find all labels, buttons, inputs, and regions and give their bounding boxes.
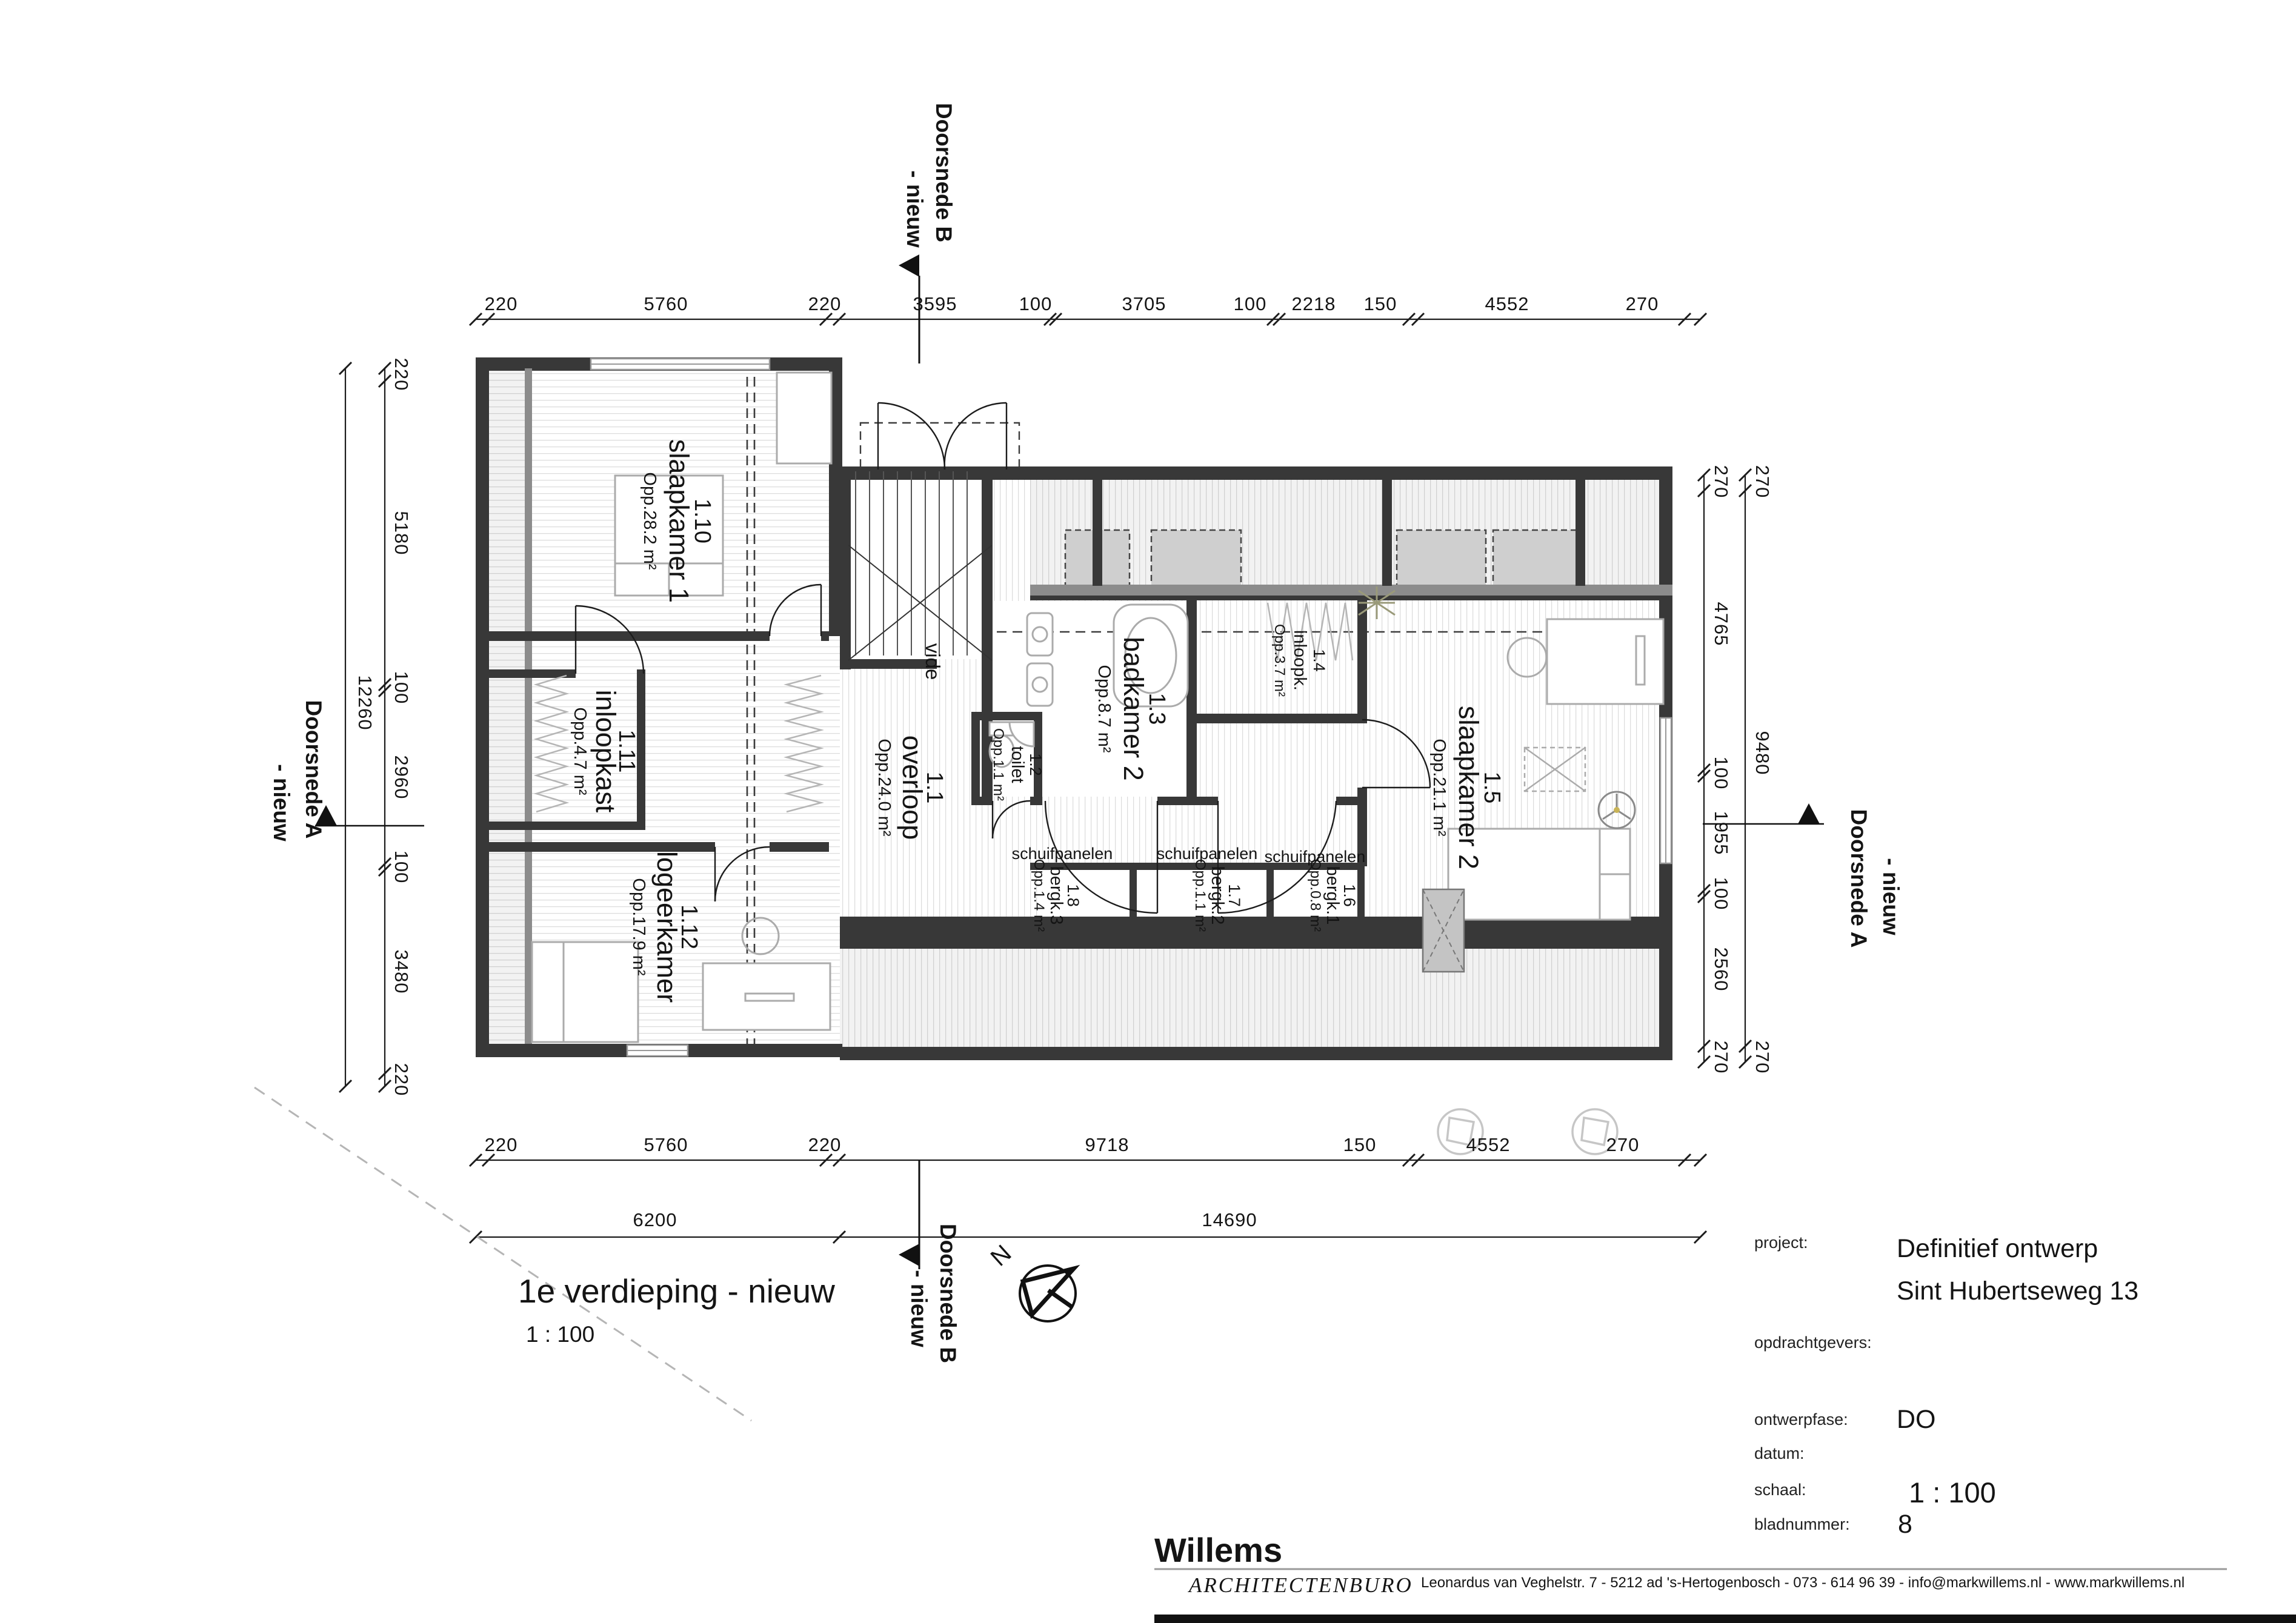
dim-label: 220 [484,1134,518,1155]
dim-label: 14690 [1202,1209,1257,1230]
section-label: - nieuw [269,764,294,841]
svg-text:Opp.24.0 m²: Opp.24.0 m² [874,738,894,837]
svg-text:Opp.17.9 m²: Opp.17.9 m² [629,878,648,976]
svg-text:badkamer 2: badkamer 2 [1118,637,1149,781]
dim-label: 100 [391,671,412,705]
dim-label: 220 [808,293,842,314]
dims-left [354,358,412,1097]
dim-label: 3705 [1122,293,1166,314]
section-arrow-icon [899,254,919,277]
desk-logeerkamer [703,963,830,1030]
project-value-line2: Sint Hubertseweg 13 [1897,1276,2139,1306]
section-marker-a-right [1703,803,1903,948]
dim-label: 270 [1625,293,1659,314]
svg-text:logeerkamer: logeerkamer [651,851,682,1003]
dim-label: 270 [1606,1134,1640,1155]
dim-label: 2218 [1291,293,1336,314]
svg-text:1.2: 1.2 [1027,753,1045,776]
dims-top [485,293,1659,314]
svg-text:1.7: 1.7 [1225,884,1243,907]
footer-address: Leonardus van Veghelstr. 7 - 5212 ad 's-Hertogenbosch - 073 - 614 96 39 - info@markwillems.nl - www.markwillems.nl [1421,1575,2185,1591]
dim-label: 5760 [644,1134,688,1155]
sheetnumber-label: bladnummer: [1754,1515,1850,1533]
dim-label: 100 [1711,877,1732,911]
section-marker-b-top [899,103,956,363]
footer [1154,1531,2296,1623]
dim-label: 100 [391,850,412,884]
vide-label: vide [922,643,944,680]
svg-text:1.6: 1.6 [1340,884,1359,907]
svg-text:bergk.3: bergk.3 [1047,866,1066,925]
section-label: Doorsnede B [931,102,956,243]
window-slaapkamer1-north [591,359,770,370]
svg-text:Opp.1.1 m²: Opp.1.1 m² [990,728,1007,802]
section-label: Doorsnede A [301,700,326,839]
svg-text:overloop: overloop [897,735,928,840]
svg-text:1.10: 1.10 [690,499,715,543]
dim-label: 270 [1752,465,1773,499]
svg-text:Opp.1.4 m²: Opp.1.4 m² [1031,858,1047,932]
svg-text:inloopk.: inloopk. [1290,630,1309,691]
svg-text:1.1: 1.1 [922,771,947,804]
dim-label: 220 [484,293,518,314]
svg-text:Opp.0.8 m²: Opp.0.8 m² [1307,858,1323,932]
section-label: - nieuw [907,1270,931,1347]
drawing-title [518,1272,835,1347]
dim-label: 4552 [1485,293,1529,314]
svg-text:slaapkamer 1: slaapkamer 1 [664,439,694,603]
section-label: Doorsnede A [1846,809,1871,948]
svg-text:Opp.21.1 m²: Opp.21.1 m² [1429,738,1449,837]
dim-label: 220 [391,357,412,391]
dim-label: 6200 [633,1209,677,1230]
dim-label: 100 [1019,293,1053,314]
studio-name: ARCHITECTENBURO [1189,1573,1413,1597]
dim-total-label: 12260 [354,675,376,731]
svg-text:1.8: 1.8 [1064,884,1082,907]
svg-text:Opp.3.7 m²: Opp.3.7 m² [1271,623,1288,697]
title-block [1754,1233,2138,1539]
section-arrow-icon [899,1244,919,1266]
svg-text:1.11: 1.11 [614,729,639,773]
dim-label: 4552 [1466,1134,1511,1155]
phase-label: ontwerpfase: [1754,1410,1848,1429]
section-label: Doorsnede B [936,1223,960,1364]
dim-label: 220 [391,1063,412,1097]
project-label: project: [1754,1233,1808,1252]
dim-label: 270 [1711,1040,1732,1074]
svg-text:inloopkast: inloopkast [590,689,621,813]
dim-label: 3480 [391,949,412,994]
roof-vent-icon [1438,1109,1617,1154]
north-letter: N [985,1240,1017,1272]
dim-label: 2960 [391,755,412,800]
phase-value: DO [1897,1405,1936,1434]
brand-logo: Willems [1154,1531,1283,1569]
date-label: datum: [1754,1444,1805,1462]
svg-text:1.3: 1.3 [1144,692,1170,725]
footer-bar [1154,1615,2296,1623]
dim-label: 150 [1343,1134,1377,1155]
bed-logeerkamer [532,942,638,1042]
dim-label: 4765 [1711,602,1732,646]
svg-text:1.5: 1.5 [1479,771,1505,804]
schuifpanelen-label: schuifpanelen [1264,848,1366,866]
scale-value: 1 : 100 [1909,1476,1996,1508]
dims-bottom [485,1134,1640,1230]
dim-label: 3595 [913,293,957,314]
sliding-panel-labels [1012,845,1366,866]
duct-box [1423,889,1464,972]
section-label: - nieuw [902,170,927,248]
svg-text:Opp.28.2 m²: Opp.28.2 m² [640,472,659,570]
dims-right [1711,465,1773,1074]
dim-label: 150 [1363,293,1397,314]
plan-title: 1e verdieping - nieuw [518,1272,835,1310]
closet-slaapkamer1 [777,373,831,463]
svg-text:Opp.8.7 m²: Opp.8.7 m² [1094,665,1114,753]
svg-text:1.4: 1.4 [1310,649,1328,672]
svg-text:slaapkamer 2: slaapkamer 2 [1453,705,1484,870]
sheetnumber-value: 8 [1898,1510,1912,1539]
dim-label: 5180 [391,511,412,556]
window-east-wall [1660,718,1671,863]
desk-slaapkamer2 [1547,619,1663,704]
section-arrow-icon [1798,803,1820,824]
dim-label: 100 [1233,293,1267,314]
schuifpanelen-label: schuifpanelen [1011,845,1113,863]
plan-scale: 1 : 100 [526,1322,595,1347]
window-logeerkamer-south [627,1045,688,1056]
dim-label: 2560 [1711,947,1732,992]
svg-text:bergk.2: bergk.2 [1208,866,1227,925]
scale-label: schaal: [1754,1481,1806,1499]
svg-text:1.12: 1.12 [676,904,702,949]
dim-label: 5760 [644,293,688,314]
section-label: - nieuw [1878,858,1903,935]
dim-label: 9718 [1085,1134,1130,1155]
dim-label: 270 [1711,465,1732,499]
svg-text:bergk.1: bergk.1 [1323,866,1342,925]
svg-text:Opp.4.7 m²: Opp.4.7 m² [570,707,590,795]
dim-label: 1955 [1711,811,1732,855]
section-marker-b-bottom [899,1160,960,1363]
dim-total-label: 9480 [1752,731,1773,775]
dim-label: 220 [808,1134,842,1155]
schuifpanelen-label: schuifpanelen [1156,845,1258,863]
north-compass [986,1240,1076,1321]
dim-label: 270 [1752,1040,1773,1074]
clients-label: opdrachtgevers: [1754,1333,1872,1352]
project-value-line1: Definitief ontwerp [1897,1234,2098,1263]
dim-label: 100 [1711,756,1732,790]
svg-text:Opp.1.1 m²: Opp.1.1 m² [1192,858,1208,932]
svg-text:toilet: toilet [1008,746,1027,783]
